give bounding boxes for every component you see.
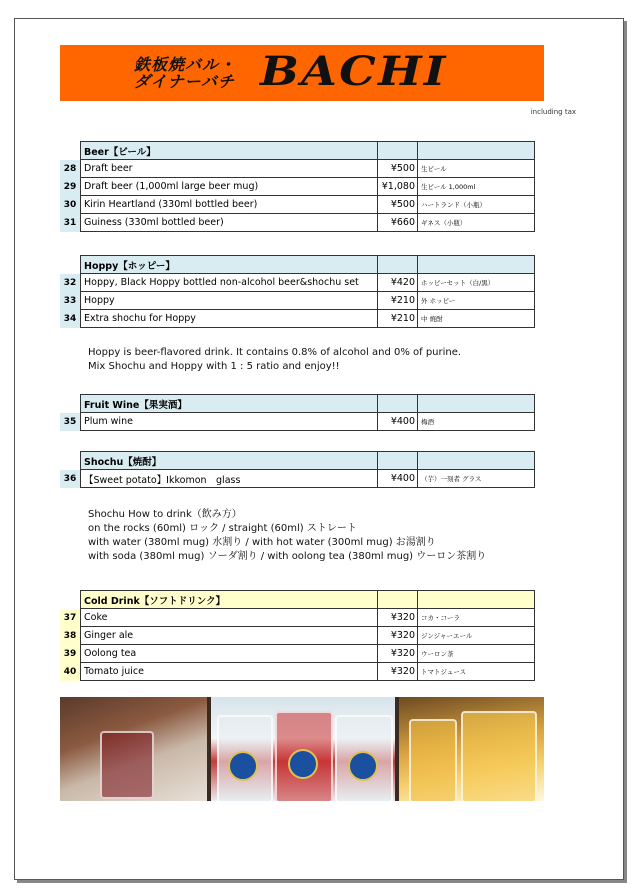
item-number: 33	[60, 292, 81, 310]
item-name-jp: ウーロン茶	[418, 645, 535, 663]
item-number: 32	[60, 274, 81, 292]
item-price: ¥400	[378, 470, 418, 488]
item-number: 37	[60, 609, 81, 627]
item-name: Ginger ale	[81, 627, 378, 645]
section-title: Cold Drink【ソフトドリンク】	[81, 591, 378, 609]
note-line: Shochu How to drink（飲み方）	[88, 509, 242, 520]
item-price: ¥1,080	[378, 178, 418, 196]
item-name-jp: 外 ホッピー	[418, 292, 535, 310]
item-name-jp: ジンジャーエール	[418, 627, 535, 645]
menu-item-row	[60, 609, 535, 627]
item-price: ¥320	[378, 663, 418, 681]
item-price: ¥320	[378, 627, 418, 645]
item-name-jp: ハートランド（小瓶）	[418, 196, 535, 214]
menu-item-row	[60, 160, 535, 178]
item-name-jp: 生ビール	[418, 160, 535, 178]
item-number: 40	[60, 663, 81, 681]
item-price: ¥210	[378, 292, 418, 310]
item-price: ¥660	[378, 214, 418, 232]
item-number: 30	[60, 196, 81, 214]
item-name-jp: ホッピーセット（白/黒）	[418, 274, 535, 292]
item-number: 29	[60, 178, 81, 196]
beer-mugs-photo	[399, 697, 544, 801]
item-name: Guiness (330ml bottled beer)	[81, 214, 378, 232]
wine-pour-photo	[60, 697, 207, 801]
item-name: Kirin Heartland (330ml bottled beer)	[81, 196, 378, 214]
item-price: ¥210	[378, 310, 418, 328]
menu-item-row	[60, 274, 535, 292]
item-number: 34	[60, 310, 81, 328]
note-line: Mix Shochu and Hoppy with 1 : 5 ratio and enjoy!!	[88, 361, 340, 372]
header-banner	[60, 45, 544, 101]
item-number: 28	[60, 160, 81, 178]
note-line: with soda (380ml mug) ソーダ割り / with oolong tea (380ml mug) ウーロン茶割り	[88, 551, 487, 562]
item-number: 38	[60, 627, 81, 645]
item-name-jp: コカ・コーラ	[418, 609, 535, 627]
item-price: ¥320	[378, 609, 418, 627]
item-name: Plum wine	[81, 413, 378, 431]
item-name: Extra shochu for Hoppy	[81, 310, 378, 328]
menu-item-row	[60, 627, 535, 645]
section-title: Shochu【焼酎】	[81, 452, 378, 470]
item-name-jp: ギネス（小瓶）	[418, 214, 535, 232]
item-name-jp: 生ビール 1,000ml	[418, 178, 535, 196]
bachi-logo: BACHI	[260, 48, 448, 95]
chuhai-glasses-photo	[211, 697, 395, 801]
drinks-photo-strip	[60, 697, 544, 801]
item-name-jp: トマトジュース	[418, 663, 535, 681]
item-price: ¥320	[378, 645, 418, 663]
item-number: 36	[60, 470, 81, 488]
shochu-note	[88, 508, 486, 564]
kirin-label-icon	[228, 751, 258, 781]
item-price: ¥400	[378, 413, 418, 431]
item-number: 31	[60, 214, 81, 232]
tax-note: including tax	[530, 108, 576, 116]
menu-item-row	[60, 413, 535, 431]
menu-item-row	[60, 214, 535, 232]
item-name-jp: （芋）一刻者 グラス	[418, 470, 535, 488]
item-name: Oolong tea	[81, 645, 378, 663]
hoppy-table	[60, 255, 535, 328]
item-name: Coke	[81, 609, 378, 627]
item-price: ¥420	[378, 274, 418, 292]
section-title: Beer【ビール】	[81, 142, 378, 160]
item-price: ¥500	[378, 160, 418, 178]
restaurant-name-jp	[134, 56, 236, 90]
item-name: 【Sweet potato】Ikkomon glass	[81, 470, 378, 488]
note-line: on the rocks (60ml) ロック / straight (60ml) ストレート	[88, 523, 357, 534]
menu-item-row	[60, 292, 535, 310]
kirin-label-icon	[288, 749, 318, 779]
item-number: 39	[60, 645, 81, 663]
menu-item-row	[60, 178, 535, 196]
shochu-table	[60, 451, 535, 488]
item-name: Hoppy, Black Hoppy bottled non-alcohol beer&shochu set	[81, 274, 378, 292]
item-name: Hoppy	[81, 292, 378, 310]
kirin-label-icon	[348, 751, 378, 781]
section-title: Fruit Wine【果実酒】	[81, 395, 378, 413]
note-line: with water (380ml mug) 水割り / with hot water (300ml mug) お湯割り	[88, 537, 436, 548]
menu-item-row	[60, 645, 535, 663]
item-name: Draft beer (1,000ml large beer mug)	[81, 178, 378, 196]
menu-item-row	[60, 196, 535, 214]
restaurant-name-jp-line1: 鉄板焼バル・	[134, 55, 237, 74]
menu-item-row	[60, 663, 535, 681]
hoppy-note	[88, 346, 461, 374]
restaurant-name-jp-line2: ダイナーバチ	[134, 72, 235, 91]
beer-table	[60, 141, 535, 232]
note-line: Hoppy is beer-flavored drink. It contains 0.8% of alcohol and 0% of purine.	[88, 347, 462, 358]
cold-drink-table	[60, 590, 535, 681]
item-name-jp: 梅酒	[418, 413, 535, 431]
item-price: ¥500	[378, 196, 418, 214]
fruit-wine-table	[60, 394, 535, 431]
item-name: Draft beer	[81, 160, 378, 178]
item-name-jp: 中 焼酎	[418, 310, 535, 328]
section-title: Hoppy【ホッピー】	[81, 256, 378, 274]
item-number: 35	[60, 413, 81, 431]
item-name: Tomato juice	[81, 663, 378, 681]
menu-item-row	[60, 470, 535, 488]
menu-item-row	[60, 310, 535, 328]
